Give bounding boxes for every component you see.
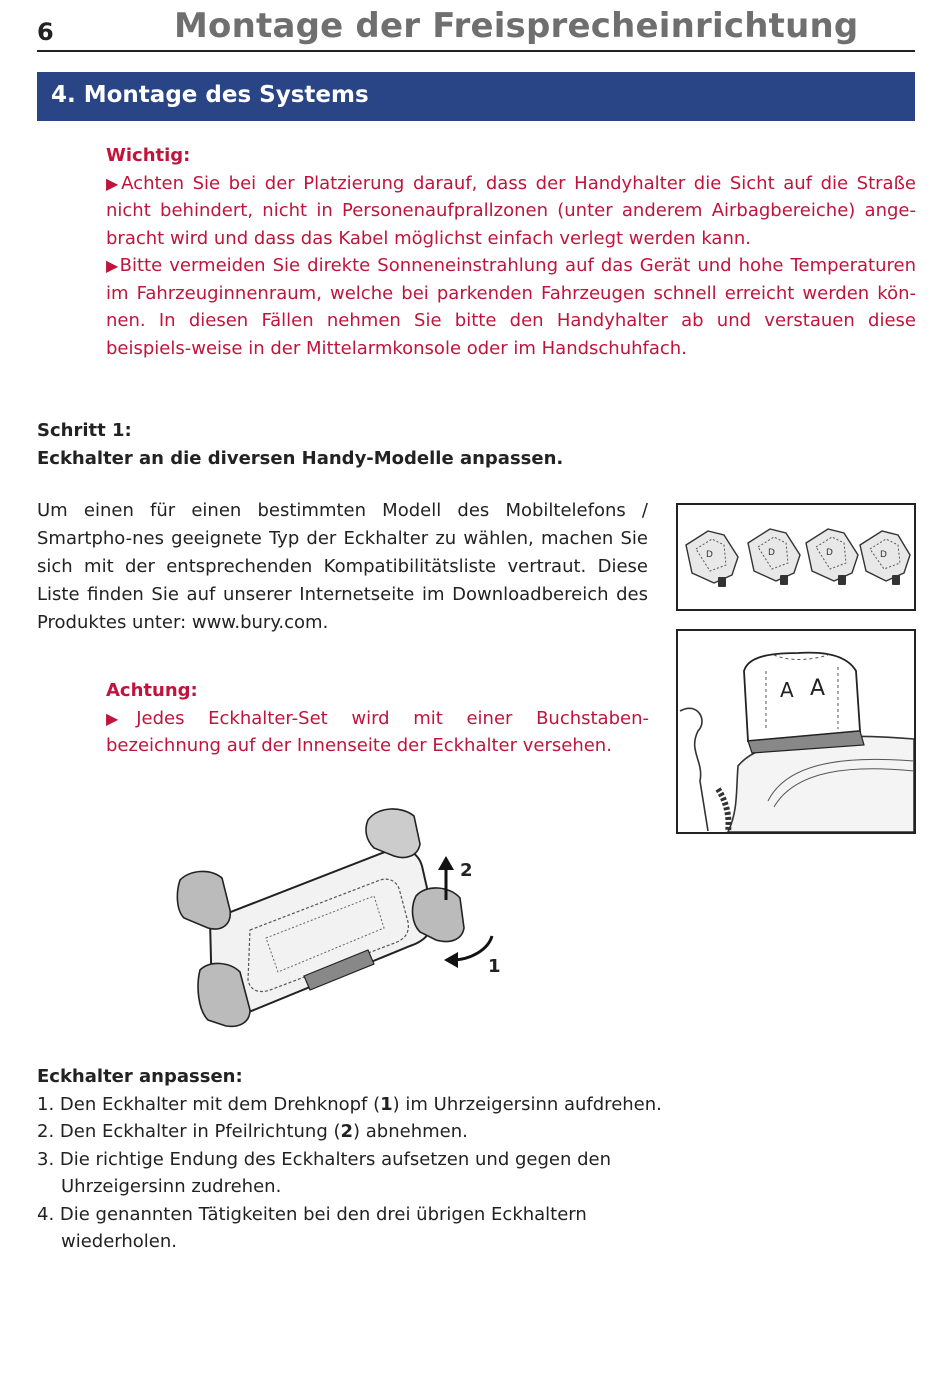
letter-detail-illustration: [678, 631, 914, 832]
instruction-item-2: 2. Den Eckhalter in Pfeilrichtung (2) abnehmen.: [37, 1121, 468, 1142]
detail-letter-a-1: A: [780, 678, 794, 702]
corner-letter-4: D: [880, 550, 887, 560]
page-number: 6: [37, 18, 54, 46]
letter-detail-figure: [676, 629, 916, 834]
triangle-bullet-icon: ▶: [106, 708, 137, 728]
phone-holder-illustration: [170, 800, 510, 1040]
page-header: [37, 4, 915, 52]
detail-letter-a-2: A: [810, 676, 826, 701]
important-bullet-2-text: Bitte vermeiden Sie direkte Sonneneinstrahlung auf das Gerät und hohe Temperaturen im Fahrzeuginnenraum, welche bei parkenden Fahrzeugen schnell erreicht werden kön-nen. In diesen Fällen nehmen Sie bitte den Handyhalter ab und verstauen diese beispiels-weise in der Mittelarmkonsole oder im Handschuhfach.: [106, 255, 916, 359]
step-label: Schritt 1:: [37, 420, 132, 441]
instruction-item-1: 1. Den Eckhalter mit dem Drehknopf (1) im Uhrzeigersinn aufdrehen.: [37, 1093, 662, 1115]
important-bullet-1-text: Achten Sie bei der Platzierung darauf, dass der Handyhalter die Sicht auf die Straße nicht behindert, nicht in Personenaufprallzonen (unter anderem Airbagbereiche) ange-bracht wird und dass das Kabel möglichst einfach verlegt werden kann.: [106, 172, 916, 249]
arrow-label-1: 1: [488, 956, 501, 977]
instruction-item-4: 4. Die genannten Tätigkeiten bei den drei übrigen Eckhaltern wiederholen.: [37, 1203, 587, 1252]
caution-bullet-1-text: Jedes Eckhalter-Set wird mit einer Buchstaben-bezeichnung auf der Innenseite der Eckhalter versehen.: [106, 707, 649, 756]
important-notice: [106, 142, 916, 362]
caution-notice: [106, 677, 649, 760]
important-bullet-2: [106, 252, 916, 362]
arrow-label-2: 2: [460, 860, 473, 881]
instructions-heading: Eckhalter anpassen:: [37, 1066, 243, 1087]
caution-label: Achtung:: [106, 680, 198, 701]
caution-bullet-1: [106, 705, 649, 760]
step-heading: [37, 417, 563, 473]
step-title: Eckhalter an die diversen Handy-Modelle anpassen.: [37, 448, 564, 469]
corner-letter-1: D: [706, 550, 713, 560]
section-title: 4. Montage des Systems: [51, 82, 369, 108]
triangle-bullet-icon: ▶: [106, 256, 120, 275]
important-bullet-1: [106, 170, 916, 253]
chapter-title: Montage der Freisprecheinrichtung: [174, 6, 859, 46]
section-heading-bar: [37, 72, 915, 121]
instruction-item-3: 3. Die richtige Endung des Eckhalters aufsetzen und gegen den Uhrzeigersinn zudrehen.: [37, 1148, 612, 1197]
corner-holders-illustration: [678, 505, 914, 609]
corner-holders-figure: [676, 503, 916, 611]
corner-letter-3: D: [826, 548, 833, 558]
intro-paragraph: Um einen für einen bestimmten Modell des Mobiltelefons / Smartpho-nes geeignete Typ der Eckhalter zu wählen, machen Sie sich mit der entsprechenden Kompatibilitätsliste vertraut. Diese Liste finden Sie auf unserer Internetseite im Downloadbereich des Produktes unter: www.bury.com.: [37, 500, 648, 633]
triangle-bullet-icon: ▶: [106, 173, 122, 193]
corner-letter-2: D: [768, 548, 775, 558]
important-label: Wichtig:: [106, 145, 191, 166]
instructions-list: [37, 1063, 677, 1256]
